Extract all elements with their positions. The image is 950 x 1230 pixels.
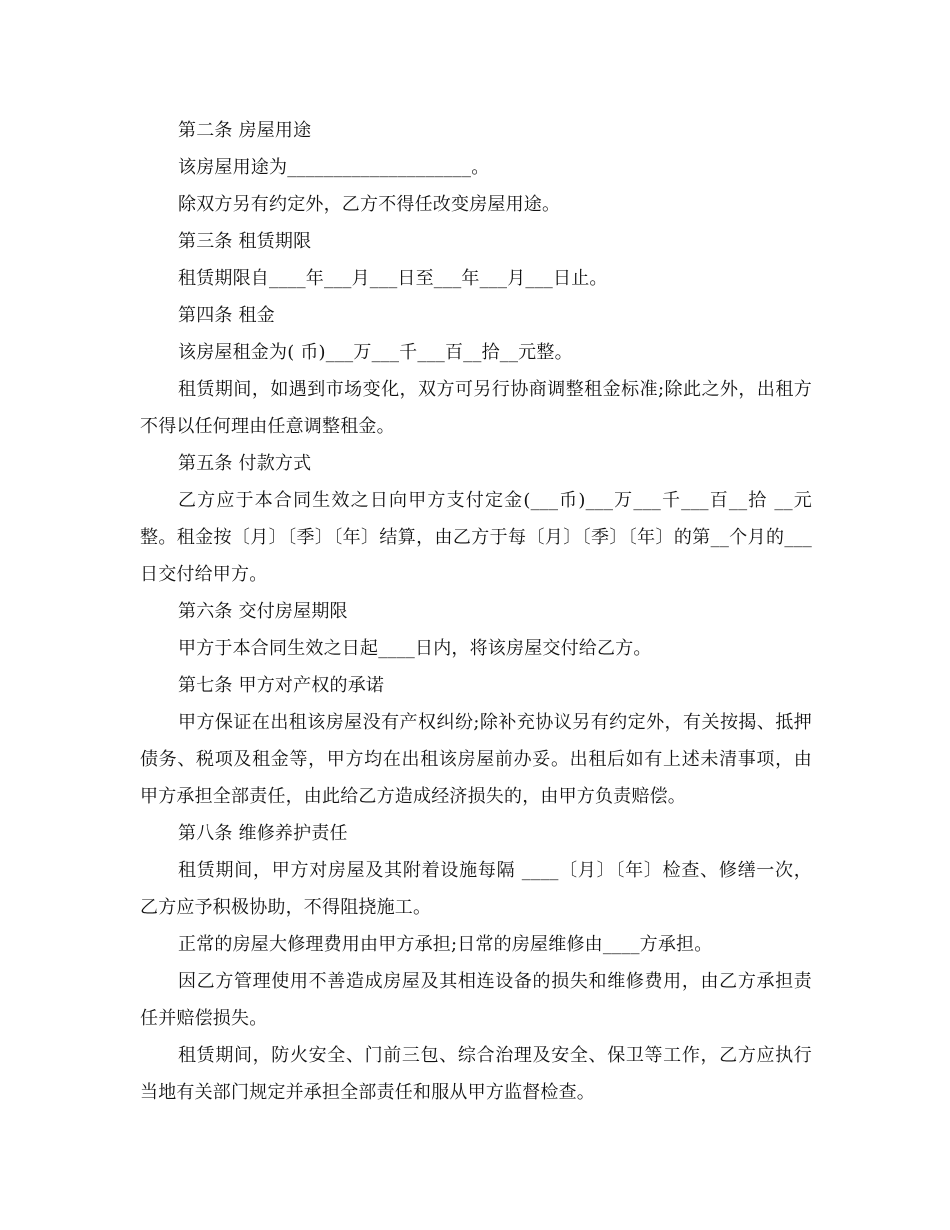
article-heading-4: 第四条 租金: [178, 305, 275, 326]
paragraph: 租赁期限自____年___月___日至___年___月___日止。: [178, 268, 608, 289]
paragraph: 除双方另有约定外，乙方不得任改变房屋用途。: [178, 194, 561, 215]
paragraph: 甲方保证在出租该房屋没有产权纠纷;除补充协议另有约定外，有关按揭、抵押债务、税项及租金等，甲方均在出租该房屋前办妥。出租后如有上述未清事项，由甲方承担全部责任，由此给乙方造成经济损失的，由甲方负责赔偿。: [140, 712, 812, 807]
paragraph: 乙方应于本合同生效之日向甲方支付定金(___币)___万___千___百__拾 __元整。租金按〔月〕〔季〕〔年〕结算，由乙方于每〔月〕〔季〕〔年〕的第__个月的___日交付给甲方。: [140, 490, 812, 585]
document-body: [140, 112, 812, 1111]
article-heading-7: 第七条 甲方对产权的承诺: [178, 675, 385, 696]
article-heading-3: 第三条 租赁期限: [178, 231, 312, 252]
article-heading-8: 第八条 维修养护责任: [178, 823, 348, 844]
paragraph: 租赁期间，防火安全、门前三包、综合治理及安全、保卫等工作，乙方应执行当地有关部门规定并承担全部责任和服从甲方监督检查。: [140, 1045, 812, 1103]
paragraph: 正常的房屋大修理费用由甲方承担;日常的房屋维修由____方承担。: [178, 934, 713, 955]
article-heading-6: 第六条 交付房屋期限: [178, 601, 348, 622]
paragraph: 甲方于本合同生效之日起____日内，将该房屋交付给乙方。: [178, 638, 652, 659]
paragraph: 租赁期间，甲方对房屋及其附着设施每隔 ____〔月〕〔年〕检查、修缮一次，乙方应予积极协助，不得阻挠施工。: [140, 860, 812, 918]
paragraph: 因乙方管理使用不善造成房屋及其相连设备的损失和维修费用，由乙方承担责任并赔偿损失。: [140, 971, 812, 1029]
paragraph: 该房屋租金为( 币)___万___千___百__拾__元整。: [178, 342, 573, 363]
article-heading-5: 第五条 付款方式: [178, 453, 312, 474]
article-heading-2: 第二条 房屋用途: [178, 120, 312, 141]
paragraph: 该房屋用途为____________________。: [178, 157, 490, 178]
paragraph: 租赁期间，如遇到市场变化，双方可另行协商调整租金标准;除此之外，出租方不得以任何理由任意调整租金。: [140, 379, 812, 437]
